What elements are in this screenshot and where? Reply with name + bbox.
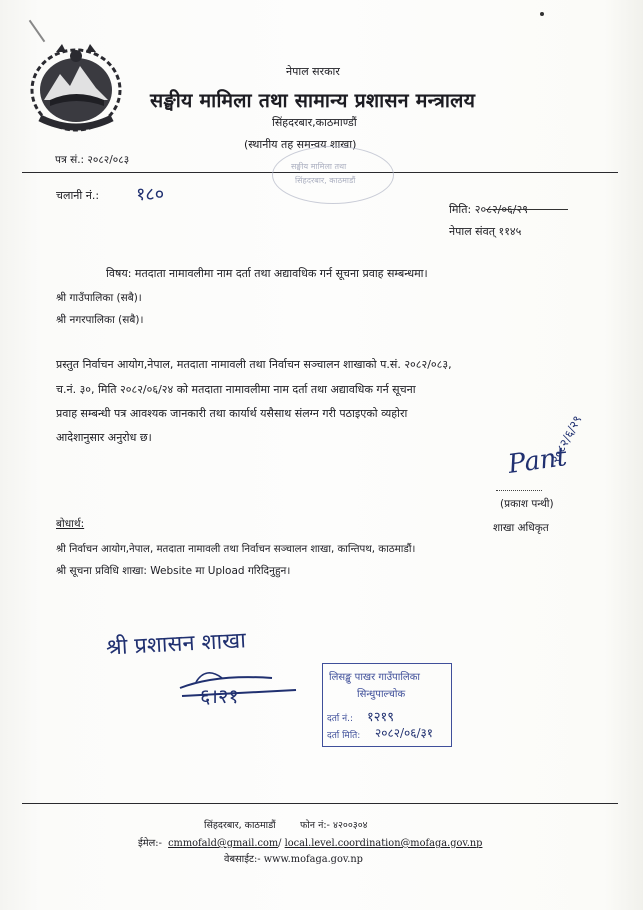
ministry-address: सिंहदरबार,काठमाण्डौं <box>272 116 357 129</box>
recipient-line: श्री गाउँपालिका (सबै)। <box>56 292 142 304</box>
dispatch-number-label: चलानी नं.: <box>56 189 100 202</box>
handwritten-strike-mark <box>176 660 306 710</box>
body-line: च.नं. ३०, मिति २०८२/०६/२४ को मतदाता नामावलीमा नाम दर्ता तथा अद्यावधिक गर्न सूचना <box>56 383 416 396</box>
footer-rule <box>22 803 618 804</box>
footer-email-separator: / <box>278 838 282 849</box>
footer-email-row <box>138 836 482 849</box>
margin-dot <box>540 12 544 16</box>
footer-email-label: ईमेल:- <box>138 838 162 849</box>
letter-date: मिति: २०८२/०६/२९ <box>449 203 528 216</box>
footer-phone: फोन नं:- ४२००३०४ <box>300 820 368 831</box>
stamp-date-label: दर्ता मिति: <box>327 731 361 741</box>
office-seal: सङ्घीय मामिला तथा सिंहदरबार, काठमाडौं <box>272 146 394 204</box>
nepal-emblem-icon <box>26 40 126 134</box>
ministry-name: सङ्घीय मामिला तथा सामान्य प्रशासन मन्त्रालय <box>150 89 476 112</box>
date-strike <box>486 209 568 210</box>
signature: Pant <box>506 442 569 480</box>
stamp-office-name: लिसङ्खु पाखर गाउँपालिका <box>329 672 420 683</box>
cc-heading: बोधार्थ: <box>56 518 85 530</box>
stamp-darta-value: १२१९ <box>367 710 395 725</box>
footer-email-link-2[interactable]: local.level.coordination@mofaga.gov.np <box>284 838 483 849</box>
section-name: (स्थानीय तह समन्वय शाखा) <box>244 138 357 151</box>
letter-subject: विषय: मतदाता नामावलीमा नाम दर्ता तथा अद्यावधिक गर्न सूचना प्रवाह सम्बन्धमा। <box>106 267 428 280</box>
body-line: आदेशानुसार अनुरोध छ। <box>56 431 152 444</box>
letter-reference-number: पत्र सं.: २०८२/०८३ <box>55 154 130 166</box>
received-stamp <box>322 663 452 747</box>
government-name: नेपाल सरकार <box>286 65 340 78</box>
footer-website-link[interactable]: www.mofaga.gov.np <box>263 854 363 865</box>
signatory-name: (प्रकाश पन्थी) <box>500 498 554 510</box>
signature-line <box>496 490 542 491</box>
stamp-darta-label: दर्ता नं.: <box>327 714 353 724</box>
signatory-title: शाखा अधिकृत <box>493 522 549 534</box>
stamp-district: सिन्धुपाल्चोक <box>357 689 406 700</box>
footer-website-label: वेबसाईट:- <box>224 854 261 865</box>
margin-mark <box>29 20 46 42</box>
signature-date: २०८२/६/२९ <box>547 413 585 466</box>
nepal-sambat-date: नेपाल संवत् ११४५ <box>449 225 522 238</box>
dispatch-number-value: १८० <box>136 184 165 205</box>
footer-email-link-1[interactable]: cmmofald@gmail.com <box>168 838 279 849</box>
handwritten-number: ६।२१ <box>200 684 239 708</box>
stamp-date-value: २०८२/०६/३१ <box>375 726 434 740</box>
footer-website-row <box>224 852 363 865</box>
body-line: प्रवाह सम्बन्धी पत्र आवश्यक जानकारी तथा कार्यार्थ यसैसाथ संलग्न गरी पठाइएको व्यहोरा <box>56 407 408 420</box>
handwritten-note: श्री प्रशासन शाखा <box>105 628 247 661</box>
footer-address: सिंहदरबार, काठमाडौं <box>204 820 276 831</box>
recipient-line: श्री नगरपालिका (सबै)। <box>56 314 144 326</box>
cc-line: श्री निर्वाचन आयोग,नेपाल, मतदाता नामावली तथा निर्वाचन सञ्चालन शाखा, कान्तिपथ, काठमाडौं। <box>56 544 416 555</box>
body-line: प्रस्तुत निर्वाचन आयोग,नेपाल, मतदाता नामावली तथा निर्वाचन सञ्चालन शाखाको प.सं. २०८२/०८३, <box>56 358 452 371</box>
cc-line: श्री सूचना प्रविधि शाखा: Website मा Upload गरिदिनुहुन। <box>56 565 291 577</box>
